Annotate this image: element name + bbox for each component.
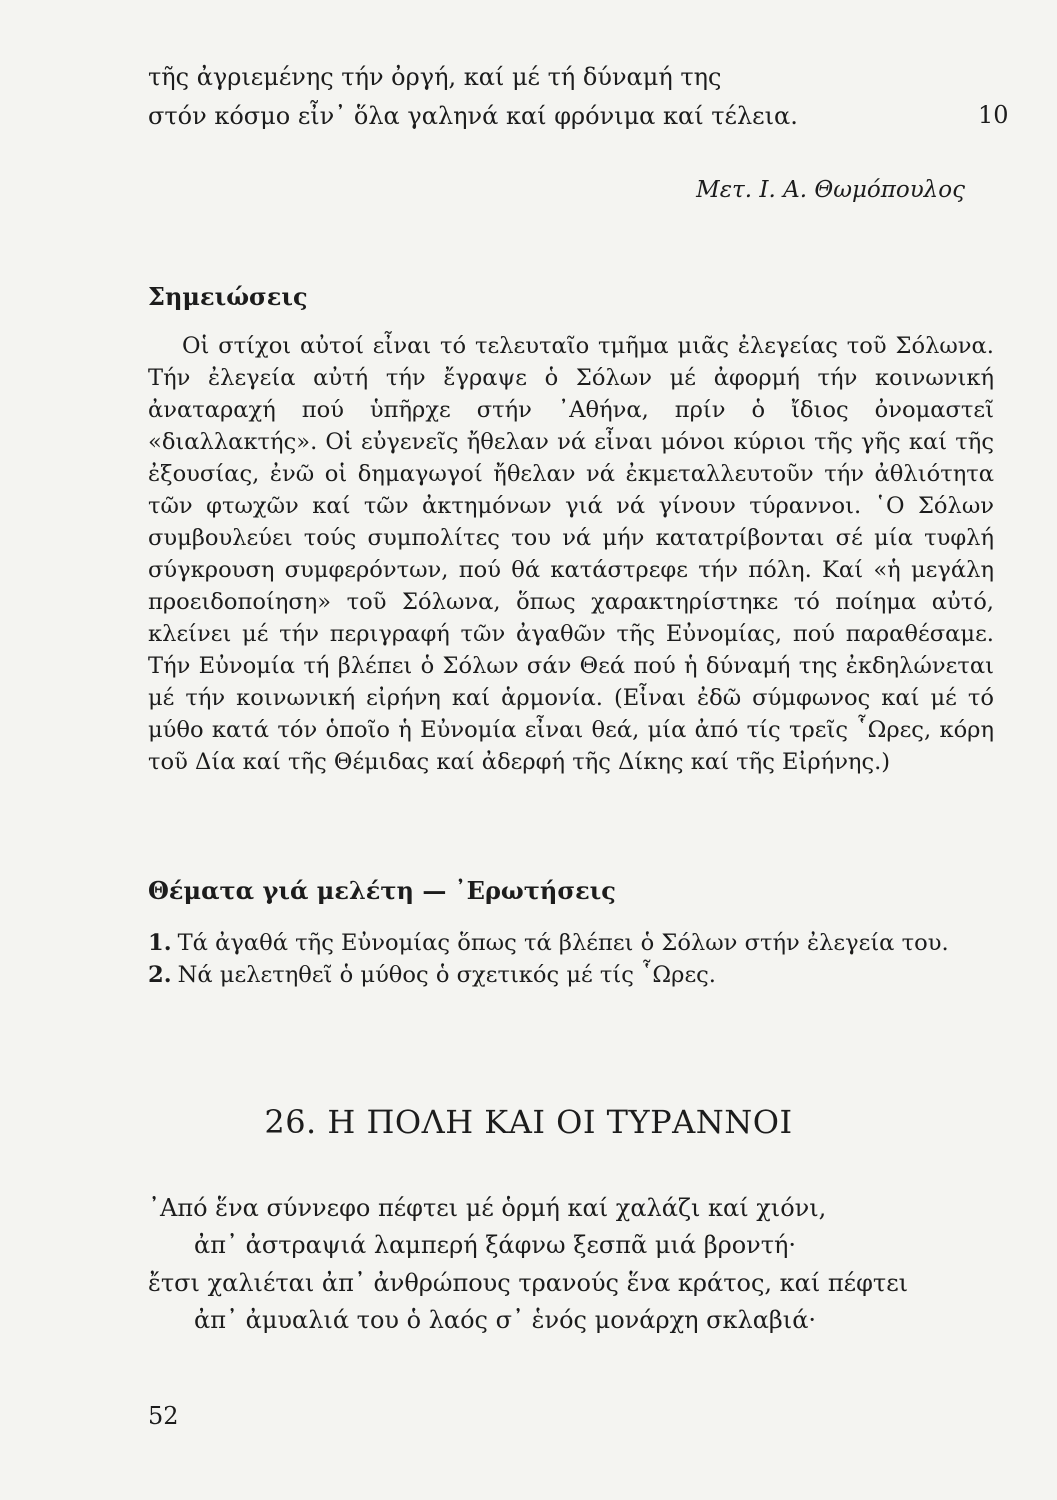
poem-line-1: τῆς ἀγριεμένης τήν ὀργή, καί μέ τή δύναμή της [148,63,722,91]
page-number: 52 [148,1402,179,1430]
notes-heading: Σημειώσεις [148,282,308,311]
chapter-title: 26. Η ΠΟΛΗ ΚΑΙ ΟΙ ΤΥΡΑΝΝΟΙ [264,1103,793,1141]
question-text: Νά μελετηθεῖ ὁ μύθος ὁ σχετικός μέ τίς ῟Ωρες. [177,962,716,988]
question-text: Τά ἀγαθά τῆς Εὐνομίας ὅπως τά βλέπει ὁ Σόλων στήν ἐλεγεία του. [177,930,949,956]
question-number: 2. [148,962,172,988]
stanza-line-1: ᾽Από ἕνα σύννεφο πέφτει μέ ὁρμή καί χαλάζι καί χιόνι, [148,1194,827,1222]
poem-line-2: στόν κόσμο εἶν᾽ ὅλα γαληνά καί φρόνιμα καί τέλεια. [148,102,798,130]
translator-credit: Μετ. Ι. Α. Θωμόπουλος [696,177,965,203]
notes-paragraph: Οἱ στίχοι αὐτοί εἶναι τό τελευταῖο τμῆμα μιᾶς ἐλεγείας τοῦ Σόλωνα. Τήν ἐλεγεία αὐτή τήν ἔγραψε ὁ Σόλων μέ ἀφορμή τήν κοινωνική ἀναταραχή πού ὑπῆρχε στήν ᾽Αθήνα, πρίν ὁ ἴδιος ὀνομαστεῖ «διαλλακτής». Οἱ εὐγενεῖς ἤθελαν νά εἶναι μόνοι κύριοι τῆς γῆς καί τῆς ἐξουσίας, ἐνῶ οἱ δημαγωγοί ἤθελαν νά ἐκμεταλλευτοῦν τήν ἀθλιότητα τῶν φτωχῶν καί τῶν ἀκτημόνων γιά νά γίνουν τύραννοι. ῾Ο Σόλων συμβουλεύει τούς συμπολίτες του νά μήν κατατρίβονται σέ μία τυφλή σύγκρουση συμφερόντων, πού θά κατάστρεφε τήν πόλη. Καί «ἡ μεγάλη προειδοποίηση» τοῦ Σόλωνα, ὅπως χαρακτηρίστηκε τό ποίημα αὐτό, κλείνει μέ τήν περιγραφή τῶν ἀγαθῶν τῆς Εὐνομίας, πού παραθέσαμε. Τήν Εὐνομία τή βλέπει ὁ Σόλων σάν Θεά πού ἡ δύναμή της ἐκδηλώνεται μέ τήν κοινωνική εἰρήνη καί ἁρμονία. (Εἶναι ἐδῶ σύμφωνος καί μέ τό μύθο κατά τόν ὁποῖο ἡ Εὐνομία εἶναι θεά, μία ἀπό τίς τρεῖς ῟Ωρες, κόρη τοῦ Δία καί τῆς Θέμιδας καί ἀδερφή τῆς Δίκης καί τῆς Εἰρήνης.) [148,333,994,775]
verse-line-number: 10 [978,101,1009,129]
question-item [148,930,949,956]
stanza-line-2: ἀπ᾽ ἀστραψιά λαμπερή ξάφνω ξεσπᾶ μιά βροντή· [194,1231,797,1259]
question-number: 1. [148,930,172,956]
question-item [148,962,716,988]
stanza-line-4: ἀπ᾽ ἀμυαλιά του ὁ λαός σ᾽ ἑνός μονάρχη σκλαβιά· [194,1306,817,1334]
questions-heading: Θέματα γιά μελέτη — ᾽Ερωτήσεις [148,876,616,905]
stanza-line-3: ἔτσι χαλιέται ἀπ᾽ ἀνθρώπους τρανούς ἕνα κράτος, καί πέφτει [148,1269,909,1297]
